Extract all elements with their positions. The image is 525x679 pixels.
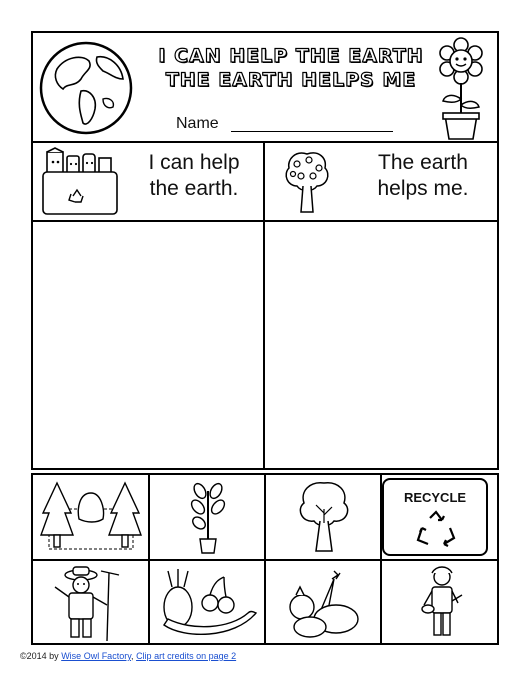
brand-link[interactable]: Wise Owl Factory bbox=[61, 651, 132, 661]
earth-globe-icon bbox=[37, 39, 135, 137]
recycling-bin-icon bbox=[39, 148, 121, 216]
copyright-text: ©2014 by bbox=[20, 651, 59, 661]
name-write-line[interactable] bbox=[231, 131, 393, 132]
title-line-1: I CAN HELP THE EARTH bbox=[158, 45, 424, 67]
card-vegetables[interactable] bbox=[266, 561, 381, 645]
card-gardener[interactable] bbox=[382, 561, 497, 645]
footer-credits bbox=[20, 651, 236, 661]
recycle-bin-card-art bbox=[382, 478, 488, 556]
card-forest[interactable] bbox=[33, 475, 148, 559]
potted-flower-icon bbox=[433, 37, 489, 141]
card-tree[interactable] bbox=[266, 475, 381, 559]
card-seedling[interactable] bbox=[150, 475, 265, 559]
fruit-icon bbox=[154, 567, 262, 641]
seedling-icon bbox=[186, 481, 230, 555]
credits-link[interactable]: Clip art credits on page 2 bbox=[136, 651, 237, 661]
footer-separator: , bbox=[131, 651, 134, 661]
farmer-icon bbox=[41, 563, 141, 643]
tree-icon bbox=[294, 479, 354, 555]
left-drop-area[interactable] bbox=[33, 222, 263, 468]
forest-icon bbox=[39, 479, 143, 555]
card-fruit[interactable] bbox=[150, 561, 265, 645]
vegetables-icon bbox=[274, 567, 374, 641]
right-column-heading: The earth helps me. bbox=[377, 151, 469, 200]
card-farmer[interactable] bbox=[33, 561, 148, 645]
sorting-table bbox=[31, 143, 499, 470]
worksheet-header bbox=[31, 31, 499, 143]
name-label: Name bbox=[176, 115, 219, 132]
recycle-symbol-icon bbox=[414, 510, 458, 550]
gardener-icon bbox=[418, 565, 466, 643]
title-line-2: THE EARTH HELPS ME bbox=[165, 69, 417, 91]
left-column-heading: I can help the earth. bbox=[148, 151, 240, 200]
recycle-label: RECYCLE bbox=[403, 490, 467, 505]
right-drop-area[interactable] bbox=[265, 222, 499, 468]
apple-tree-icon bbox=[281, 146, 333, 216]
